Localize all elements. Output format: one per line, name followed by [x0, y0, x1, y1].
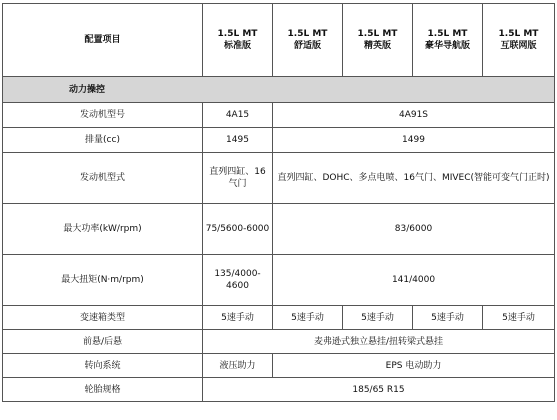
cell-others: 1499 — [273, 128, 555, 153]
table-row — [3, 255, 555, 306]
row-label: 最大功率(kW/rpm) — [3, 204, 203, 255]
table-row — [3, 103, 555, 128]
cell-others: 直列四缸、DOHC、多点电喷、16气门、MIVEC(智能可变气门正时) — [273, 153, 555, 204]
cell-others: 141/4000 — [273, 255, 555, 306]
header-item-label: 配置项目 — [3, 4, 203, 77]
header-trim-standard: 1.5L MT 标准版 — [203, 4, 273, 77]
cell-standard: 75/5600-6000 — [203, 204, 273, 255]
cell-gearbox-elite: 5速手动 — [343, 306, 413, 330]
header-trim-internet: 1.5L MT 互联网版 — [483, 4, 555, 77]
cell-others: EPS 电动助力 — [273, 354, 555, 378]
table-row — [3, 330, 555, 354]
cell-gearbox-comfort: 5速手动 — [273, 306, 343, 330]
cell-others: 83/6000 — [273, 204, 555, 255]
cell-all: 麦弗逊式独立悬挂/扭转梁式悬挂 — [203, 330, 555, 354]
row-label: 转向系统 — [3, 354, 203, 378]
table-row — [3, 128, 555, 153]
row-label: 发动机型式 — [3, 153, 203, 204]
cell-standard: 135/4000-4600 — [203, 255, 273, 306]
cell-all: 185/65 R15 — [203, 378, 555, 402]
cell-standard: 1495 — [203, 128, 273, 153]
cell-gearbox-standard: 5速手动 — [203, 306, 273, 330]
table-row — [3, 153, 555, 204]
table-row — [3, 354, 555, 378]
header-trim-comfort: 1.5L MT 舒适版 — [273, 4, 343, 77]
header-trim-luxury-nav: 1.5L MT 豪华导航版 — [413, 4, 483, 77]
row-label: 发动机型号 — [3, 103, 203, 128]
row-label: 排量(cc) — [3, 128, 203, 153]
row-label: 变速箱类型 — [3, 306, 203, 330]
row-label: 最大扭矩(N·m/rpm) — [3, 255, 203, 306]
section-row — [3, 77, 555, 103]
cell-standard: 液压助力 — [203, 354, 273, 378]
cell-standard: 4A15 — [203, 103, 273, 128]
header-row — [3, 4, 555, 77]
cell-standard: 直列四缸、16气门 — [203, 153, 273, 204]
table-row — [3, 378, 555, 402]
header-trim-elite: 1.5L MT 精英版 — [343, 4, 413, 77]
row-label: 轮胎规格 — [3, 378, 203, 402]
row-label: 前悬/后悬 — [3, 330, 203, 354]
section-title: 动力操控 — [3, 77, 555, 103]
cell-others: 4A91S — [273, 103, 555, 128]
cell-gearbox-internet: 5速手动 — [483, 306, 555, 330]
table-row — [3, 204, 555, 255]
table-row — [3, 306, 555, 330]
cell-gearbox-luxury-nav: 5速手动 — [413, 306, 483, 330]
spec-table — [2, 3, 555, 402]
